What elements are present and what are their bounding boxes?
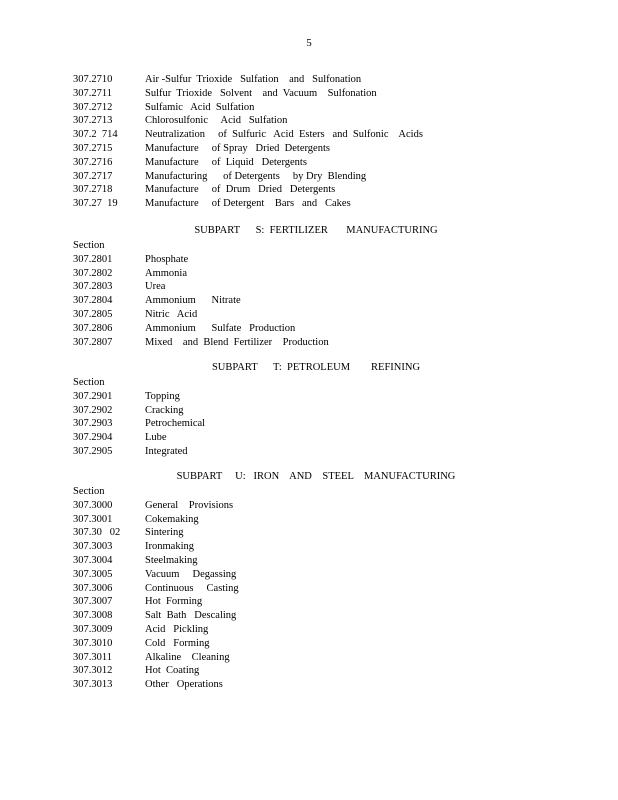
section-entry [0, 526, 618, 540]
section-entry [0, 678, 618, 692]
section-number: 307.3007 [73, 596, 113, 608]
section-title: Topping [145, 390, 180, 402]
section-entry [0, 568, 618, 582]
section-number: 307.3006 [73, 582, 113, 594]
section-number: 307.2802 [73, 267, 113, 279]
section-label: Section [73, 377, 105, 388]
section-entry [0, 417, 618, 431]
section-title: Manufacture of Drum Dried Detergents [145, 184, 336, 196]
section-number: 307.2804 [73, 295, 113, 307]
section-title: Nitric Acid [145, 308, 198, 320]
section-title: Chlorosulfonic Acid Sulfation [145, 115, 288, 127]
section-title: Acid Pickling [145, 623, 209, 635]
section-title: Ironmaking [145, 541, 194, 553]
subpart-heading: SUBPART S: FERTILIZER MANUFACTURING [194, 225, 438, 236]
section-title: Continuous Casting [145, 582, 239, 594]
section-title: Hot Forming [145, 596, 203, 608]
section-entry [0, 554, 618, 568]
section-entry [0, 664, 618, 678]
section-entry [0, 101, 618, 115]
section-title: Vacuum Degassing [145, 568, 237, 580]
section-title: Manufacture of Spray Dried Detergents [145, 142, 330, 154]
section-entry [0, 114, 618, 128]
section-entry [0, 595, 618, 609]
section-title: Integrated [145, 445, 188, 457]
section-title: Cold Forming [145, 637, 210, 649]
section-entry [0, 128, 618, 142]
section-entry [0, 499, 618, 513]
section-number: 307.3012 [73, 665, 113, 677]
section-number: 307.2902 [73, 404, 113, 416]
section-entry [0, 513, 618, 527]
section-number: 307.2716 [73, 156, 113, 168]
section-number: 307.2712 [73, 101, 113, 113]
section-entry [0, 431, 618, 445]
section-number: 307.2718 [73, 184, 113, 196]
section-number: 307.27 19 [73, 198, 118, 210]
section-title: Sulfur Trioxide Solvent and Vacuum Sulfonation [145, 87, 377, 99]
section-number: 307.2803 [73, 281, 113, 293]
section-title: Phosphate [145, 253, 189, 265]
section-entry [0, 87, 618, 101]
section-number: 307.3000 [73, 499, 113, 511]
section-entry [0, 390, 618, 404]
section-number: 307.3008 [73, 610, 113, 622]
section-entry [0, 156, 618, 170]
section-title: Cokemaking [145, 513, 199, 525]
section-number: 307.2715 [73, 142, 113, 154]
section-number: 307.3004 [73, 554, 113, 566]
section-number: 307.2901 [73, 390, 113, 402]
section-title: Alkaline Cleaning [145, 651, 230, 663]
section-number: 307.3003 [73, 541, 113, 553]
section-rows [0, 253, 618, 350]
section-number: 307.2717 [73, 170, 113, 182]
section-entry [0, 253, 618, 267]
section-entry [0, 322, 618, 336]
section-title: Mixed and Blend Fertilizer Production [145, 336, 329, 348]
subpart-u-iron-steel [0, 470, 618, 692]
section-label: Section [73, 486, 105, 497]
section-rows [0, 73, 618, 211]
section-entry [0, 170, 618, 184]
section-title: Manufacture of Liquid Detergents [145, 156, 307, 168]
section-entry [0, 540, 618, 554]
subpart-heading: SUBPART T: PETROLEUM REFINING [211, 362, 421, 373]
subpart-heading: SUBPART U: IRON AND STEEL MANUFACTURING [176, 471, 456, 482]
section-number: 307.2903 [73, 418, 113, 430]
subpart-t-petroleum [0, 361, 618, 459]
section-title: Other Operations [145, 679, 223, 691]
section-number: 307.3013 [73, 679, 113, 691]
section-rows [0, 499, 618, 692]
section-number: 307.3010 [73, 637, 113, 649]
section-entry [0, 336, 618, 350]
section-title: General Provisions [145, 499, 234, 511]
section-number: 307.2713 [73, 115, 113, 127]
section-entry [0, 197, 618, 211]
section-detergents [0, 73, 618, 211]
section-number: 307.2905 [73, 445, 113, 457]
section-title: Ammonium Nitrate [145, 295, 241, 307]
page-number: 5 [306, 37, 312, 49]
section-entry [0, 267, 618, 281]
section-title: Urea [145, 281, 166, 293]
subpart-s-fertilizer [0, 224, 618, 349]
section-number: 307.3011 [73, 651, 112, 663]
section-title: Lube [145, 432, 167, 444]
section-number: 307.30 02 [73, 527, 121, 539]
section-number: 307.3009 [73, 623, 113, 635]
section-title: Manufacture of Detergent Bars and Cakes [145, 198, 351, 210]
section-number: 307.2805 [73, 308, 113, 320]
section-entry [0, 445, 618, 459]
section-title: Ammonia [145, 267, 187, 279]
section-label: Section [73, 240, 105, 251]
section-title: Sintering [145, 527, 184, 539]
section-title: Neutralization of Sulfuric Acid Esters and Sulfonic Acids [145, 129, 423, 141]
section-title: Sulfamic Acid Sulfation [145, 101, 255, 113]
section-entry [0, 582, 618, 596]
section-rows [0, 390, 618, 459]
section-entry [0, 280, 618, 294]
section-title: Steelmaking [145, 554, 198, 566]
section-number: 307.3005 [73, 568, 113, 580]
section-title: Air -Sulfur Trioxide Sulfation and Sulfonation [145, 74, 362, 85]
section-entry [0, 183, 618, 197]
section-entry [0, 142, 618, 156]
section-title: Ammonium Sulfate Production [145, 322, 296, 334]
section-number: 307.2904 [73, 432, 113, 444]
section-entry [0, 294, 618, 308]
section-entry [0, 609, 618, 623]
section-number: 307.2 714 [73, 129, 118, 141]
section-number: 307.2710 [73, 74, 113, 85]
section-number: 307.2711 [73, 87, 112, 99]
section-number: 307.2801 [73, 253, 113, 265]
section-entry [0, 637, 618, 651]
section-title: Petrochemical [145, 418, 206, 430]
section-number: 307.2806 [73, 322, 113, 334]
section-title: Hot Coating [145, 665, 200, 677]
section-entry [0, 623, 618, 637]
section-entry [0, 73, 618, 87]
section-number: 307.2807 [73, 336, 113, 348]
section-entry [0, 308, 618, 322]
section-title: Manufacturing of Detergents by Dry Blending [145, 170, 367, 182]
section-number: 307.3001 [73, 513, 113, 525]
section-title: Salt Bath Descaling [145, 610, 237, 622]
section-entry [0, 404, 618, 418]
section-entry [0, 651, 618, 665]
section-title: Cracking [145, 404, 184, 416]
